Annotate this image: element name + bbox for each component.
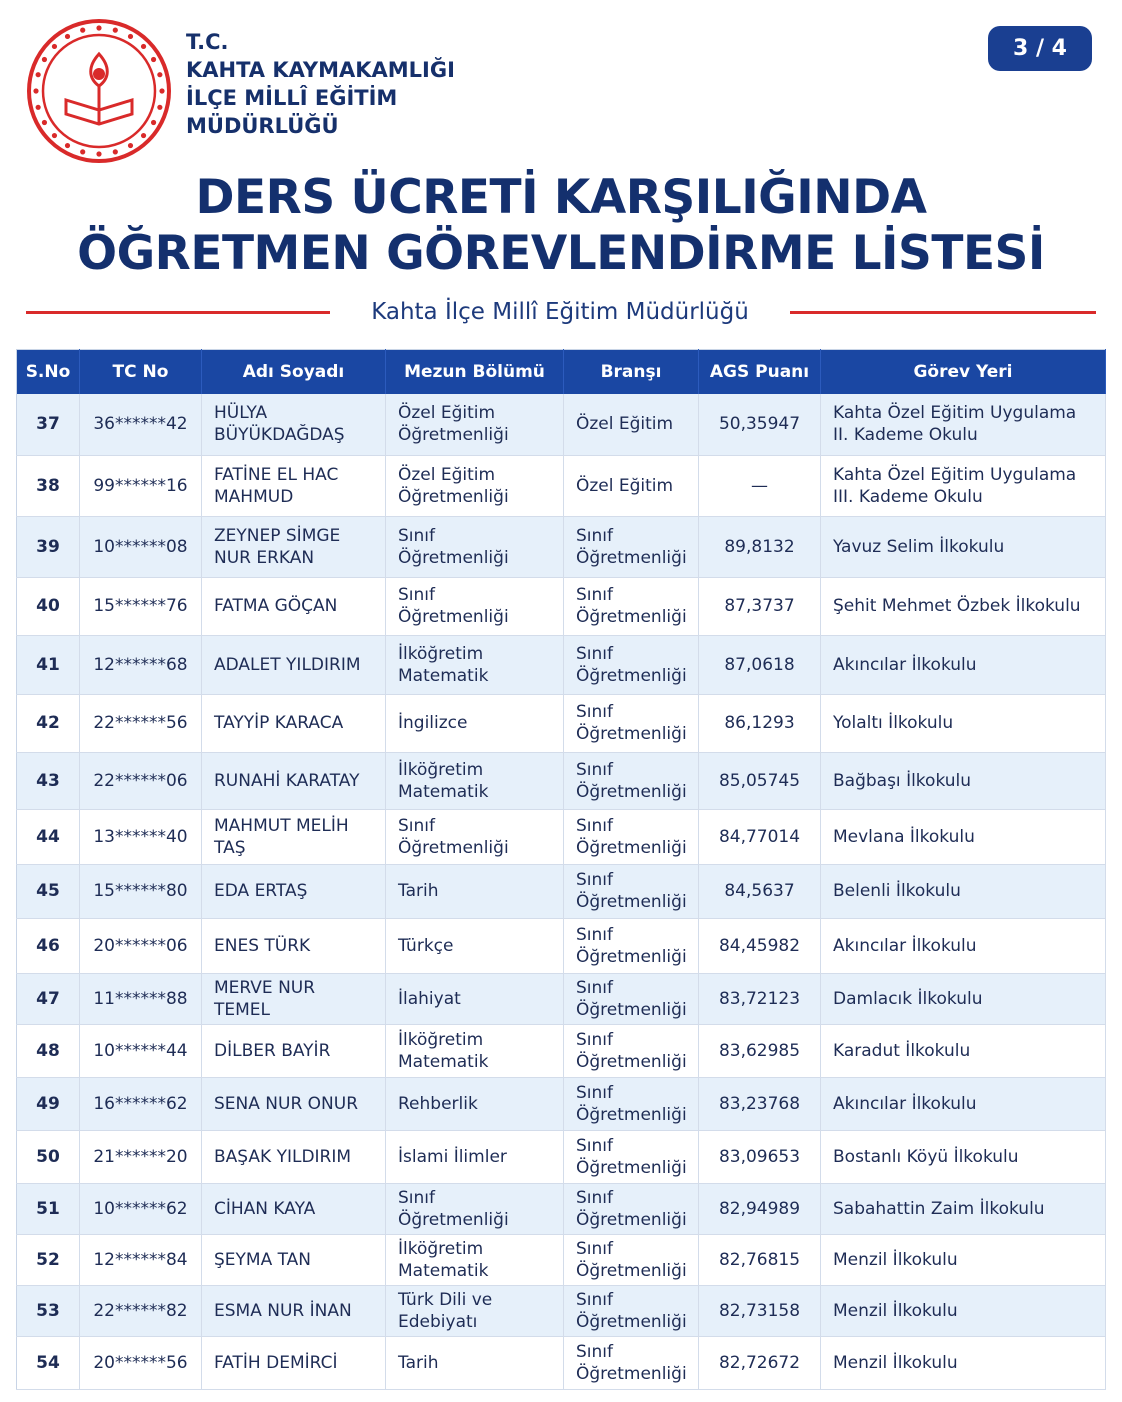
ags-score: 82,73158	[699, 1285, 821, 1336]
tc-number: 20******56	[80, 1336, 202, 1389]
graduation-dept: Tarih	[386, 864, 564, 918]
organization-name	[186, 28, 455, 140]
full-name: ESMA NUR İNAN	[202, 1285, 386, 1336]
graduation-dept: İlahiyat	[386, 973, 564, 1024]
row-number: 41	[17, 635, 80, 694]
assignment-place: Yolaltı İlkokulu	[821, 694, 1106, 752]
ags-score: 84,77014	[699, 809, 821, 864]
ags-score: 82,94989	[699, 1183, 821, 1234]
tc-number: 22******06	[80, 752, 202, 809]
assignment-place: Akıncılar İlkokulu	[821, 1077, 1106, 1130]
branch: Sınıf Öğretmenliği	[564, 516, 699, 577]
graduation-dept: İlköğretim Matematik	[386, 752, 564, 809]
branch: Sınıf Öğretmenliği	[564, 1285, 699, 1336]
col-header-branch: Branşı	[564, 350, 699, 395]
graduation-dept: Sınıf Öğretmenliği	[386, 809, 564, 864]
ags-score: 82,76815	[699, 1234, 821, 1285]
full-name: MERVE NUR TEMEL	[202, 973, 386, 1024]
branch: Özel Eğitim	[564, 394, 699, 455]
branch: Sınıf Öğretmenliği	[564, 1024, 699, 1077]
assignment-place: Bağbaşı İlkokulu	[821, 752, 1106, 809]
branch: Sınıf Öğretmenliği	[564, 918, 699, 973]
tc-number: 20******06	[80, 918, 202, 973]
branch: Sınıf Öğretmenliği	[564, 864, 699, 918]
ags-score: —	[699, 455, 821, 516]
branch: Sınıf Öğretmenliği	[564, 694, 699, 752]
full-name: DİLBER BAYİR	[202, 1024, 386, 1077]
table-row	[17, 635, 1106, 694]
subtitle-row	[26, 294, 1096, 330]
table-row	[17, 1024, 1106, 1077]
divider-right	[790, 311, 1096, 314]
row-number: 42	[17, 694, 80, 752]
row-number: 40	[17, 577, 80, 635]
org-line: T.C.	[186, 30, 229, 54]
branch: Sınıf Öğretmenliği	[564, 1336, 699, 1389]
assignment-place: Damlacık İlkokulu	[821, 973, 1106, 1024]
graduation-dept: İngilizce	[386, 694, 564, 752]
full-name: EDA ERTAŞ	[202, 864, 386, 918]
graduation-dept: Sınıf Öğretmenliği	[386, 577, 564, 635]
table-row	[17, 394, 1106, 455]
row-number: 43	[17, 752, 80, 809]
ags-score: 89,8132	[699, 516, 821, 577]
ministry-logo	[26, 18, 172, 164]
branch: Sınıf Öğretmenliği	[564, 752, 699, 809]
page-title	[0, 170, 1122, 282]
col-header-name: Adı Soyadı	[202, 350, 386, 395]
tc-number: 22******82	[80, 1285, 202, 1336]
row-number: 51	[17, 1183, 80, 1234]
ags-score: 83,62985	[699, 1024, 821, 1077]
row-number: 45	[17, 864, 80, 918]
branch: Sınıf Öğretmenliği	[564, 1183, 699, 1234]
graduation-dept: Rehberlik	[386, 1077, 564, 1130]
tc-number: 36******42	[80, 394, 202, 455]
assignment-place: Akıncılar İlkokulu	[821, 918, 1106, 973]
graduation-dept: İlköğretim Matematik	[386, 1024, 564, 1077]
graduation-dept: İlköğretim Matematik	[386, 1234, 564, 1285]
full-name: RUNAHİ KARATAY	[202, 752, 386, 809]
full-name: BAŞAK YILDIRIM	[202, 1130, 386, 1183]
row-number: 53	[17, 1285, 80, 1336]
col-header-place: Görev Yeri	[821, 350, 1106, 395]
graduation-dept: Türkçe	[386, 918, 564, 973]
ags-score: 87,3737	[699, 577, 821, 635]
graduation-dept: Tarih	[386, 1336, 564, 1389]
table-row	[17, 864, 1106, 918]
assignment-place: Menzil İlkokulu	[821, 1234, 1106, 1285]
row-number: 54	[17, 1336, 80, 1389]
table-row	[17, 577, 1106, 635]
full-name: FATİH DEMİRCİ	[202, 1336, 386, 1389]
table-row	[17, 1130, 1106, 1183]
assignment-place: Kahta Özel Eğitim Uygulama III. Kademe Okulu	[821, 455, 1106, 516]
assignment-place: Akıncılar İlkokulu	[821, 635, 1106, 694]
tc-number: 11******88	[80, 973, 202, 1024]
tc-number: 10******08	[80, 516, 202, 577]
tc-number: 12******84	[80, 1234, 202, 1285]
title-line: ÖĞRETMEN GÖREVLENDİRME LİSTESİ	[77, 226, 1045, 281]
graduation-dept: İlköğretim Matematik	[386, 635, 564, 694]
branch: Özel Eğitim	[564, 455, 699, 516]
assignment-place: Kahta Özel Eğitim Uygulama II. Kademe Okulu	[821, 394, 1106, 455]
assignment-place: Şehit Mehmet Özbek İlkokulu	[821, 577, 1106, 635]
table-row	[17, 1285, 1106, 1336]
row-number: 47	[17, 973, 80, 1024]
table-row	[17, 918, 1106, 973]
table-row	[17, 1234, 1106, 1285]
tc-number: 16******62	[80, 1077, 202, 1130]
tc-number: 13******40	[80, 809, 202, 864]
row-number: 37	[17, 394, 80, 455]
row-number: 46	[17, 918, 80, 973]
branch: Sınıf Öğretmenliği	[564, 809, 699, 864]
branch: Sınıf Öğretmenliği	[564, 1077, 699, 1130]
row-number: 38	[17, 455, 80, 516]
assignment-table	[16, 349, 1106, 1390]
table-row	[17, 694, 1106, 752]
branch: Sınıf Öğretmenliği	[564, 1234, 699, 1285]
assignment-place: Yavuz Selim İlkokulu	[821, 516, 1106, 577]
ags-score: 87,0618	[699, 635, 821, 694]
full-name: FATİNE EL HAC MAHMUD	[202, 455, 386, 516]
ags-score: 83,09653	[699, 1130, 821, 1183]
branch: Sınıf Öğretmenliği	[564, 1130, 699, 1183]
row-number: 44	[17, 809, 80, 864]
org-line: MÜDÜRLÜĞÜ	[186, 114, 339, 138]
full-name: ADALET YILDIRIM	[202, 635, 386, 694]
ags-score: 84,5637	[699, 864, 821, 918]
tc-number: 10******62	[80, 1183, 202, 1234]
tc-number: 21******20	[80, 1130, 202, 1183]
graduation-dept: Türk Dili ve Edebiyatı	[386, 1285, 564, 1336]
row-number: 49	[17, 1077, 80, 1130]
table-row	[17, 973, 1106, 1024]
col-header-sno: S.No	[17, 350, 80, 395]
ags-score: 84,45982	[699, 918, 821, 973]
full-name: ENES TÜRK	[202, 918, 386, 973]
table-row	[17, 1336, 1106, 1389]
row-number: 50	[17, 1130, 80, 1183]
assignment-place: Mevlana İlkokulu	[821, 809, 1106, 864]
branch: Sınıf Öğretmenliği	[564, 635, 699, 694]
org-line: KAHTA KAYMAKAMLIĞI	[186, 58, 455, 82]
row-number: 52	[17, 1234, 80, 1285]
col-header-graduation: Mezun Bölümü	[386, 350, 564, 395]
assignment-place: Bostanlı Köyü İlkokulu	[821, 1130, 1106, 1183]
table-row	[17, 1183, 1106, 1234]
full-name: FATMA GÖÇAN	[202, 577, 386, 635]
tc-number: 15******80	[80, 864, 202, 918]
graduation-dept: Özel Eğitim Öğretmenliği	[386, 455, 564, 516]
tc-number: 15******76	[80, 577, 202, 635]
col-header-tc: TC No	[80, 350, 202, 395]
row-number: 39	[17, 516, 80, 577]
table-row	[17, 809, 1106, 864]
full-name: CİHAN KAYA	[202, 1183, 386, 1234]
graduation-dept: Özel Eğitim Öğretmenliği	[386, 394, 564, 455]
divider-left	[26, 311, 330, 314]
assignment-place: Menzil İlkokulu	[821, 1336, 1106, 1389]
ags-score: 85,05745	[699, 752, 821, 809]
table-row	[17, 455, 1106, 516]
org-line: İLÇE MİLLÎ EĞİTİM	[186, 86, 398, 110]
ags-score: 50,35947	[699, 394, 821, 455]
tc-number: 22******56	[80, 694, 202, 752]
ags-score: 83,72123	[699, 973, 821, 1024]
full-name: ZEYNEP SİMGE NUR ERKAN	[202, 516, 386, 577]
graduation-dept: Sınıf Öğretmenliği	[386, 516, 564, 577]
tc-number: 10******44	[80, 1024, 202, 1077]
ags-score: 83,23768	[699, 1077, 821, 1130]
assignment-place: Sabahattin Zaim İlkokulu	[821, 1183, 1106, 1234]
col-header-ags: AGS Puanı	[699, 350, 821, 395]
assignment-place: Karadut İlkokulu	[821, 1024, 1106, 1077]
tc-number: 12******68	[80, 635, 202, 694]
full-name: MAHMUT MELİH TAŞ	[202, 809, 386, 864]
row-number: 48	[17, 1024, 80, 1077]
full-name: HÜLYA BÜYÜKDAĞDAŞ	[202, 394, 386, 455]
table-row	[17, 1077, 1106, 1130]
full-name: ŞEYMA TAN	[202, 1234, 386, 1285]
tc-number: 99******16	[80, 455, 202, 516]
branch: Sınıf Öğretmenliği	[564, 973, 699, 1024]
table-row	[17, 516, 1106, 577]
branch: Sınıf Öğretmenliği	[564, 577, 699, 635]
title-line: DERS ÜCRETİ KARŞILIĞINDA	[195, 170, 927, 225]
ags-score: 82,72672	[699, 1336, 821, 1389]
graduation-dept: İslami İlimler	[386, 1130, 564, 1183]
graduation-dept: Sınıf Öğretmenliği	[386, 1183, 564, 1234]
assignment-place: Belenli İlkokulu	[821, 864, 1106, 918]
full-name: TAYYİP KARACA	[202, 694, 386, 752]
subtitle: Kahta İlçe Millî Eğitim Müdürlüğü	[371, 299, 749, 325]
page-indicator: 3 / 4	[988, 26, 1092, 71]
table-row	[17, 752, 1106, 809]
table-header-row	[17, 350, 1106, 395]
ags-score: 86,1293	[699, 694, 821, 752]
assignment-place: Menzil İlkokulu	[821, 1285, 1106, 1336]
full-name: SENA NUR ONUR	[202, 1077, 386, 1130]
